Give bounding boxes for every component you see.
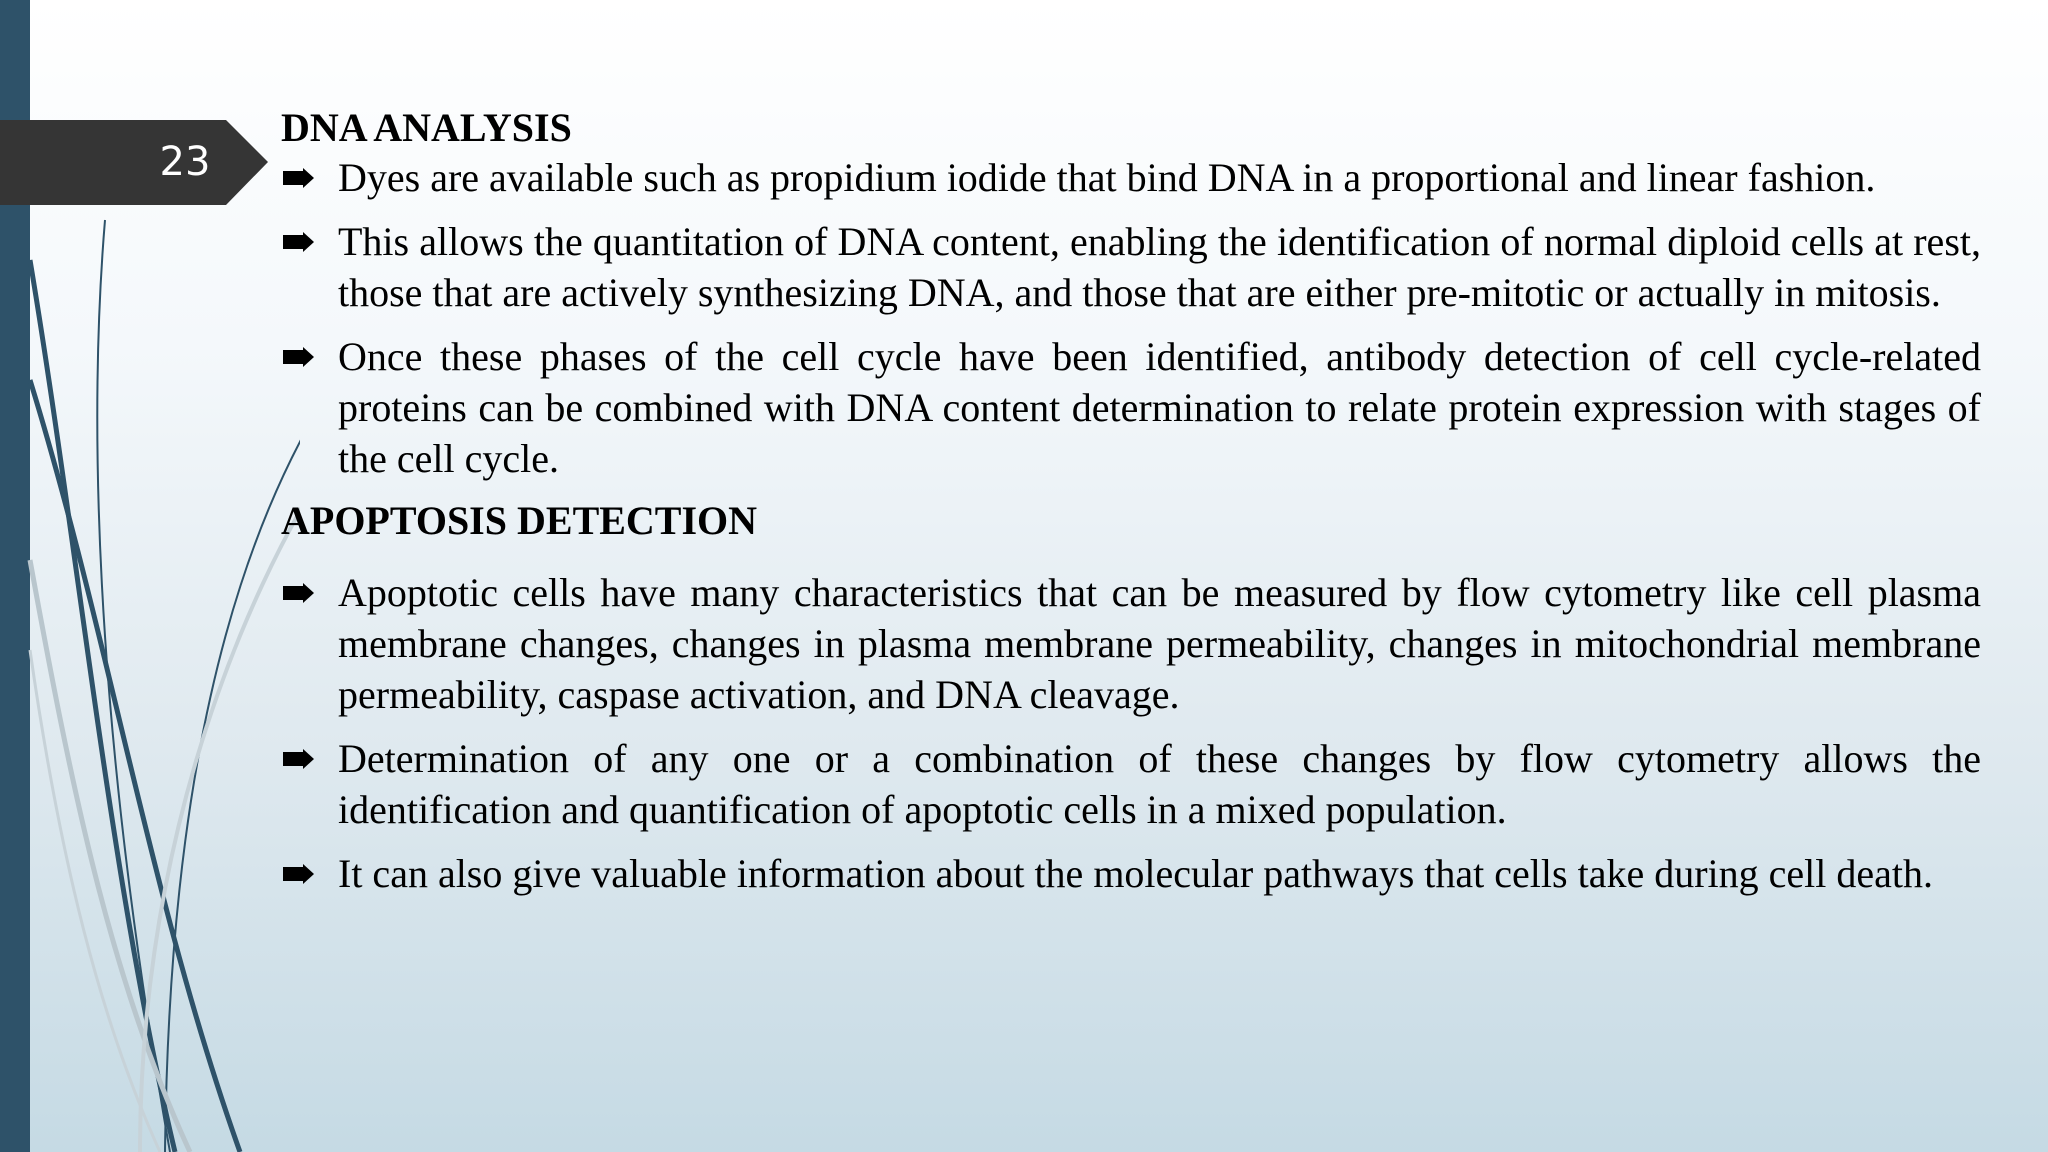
list-item [281,567,1981,720]
slide-number-tab [0,120,270,205]
section-heading-dna-analysis: DNA ANALYSIS [281,105,572,150]
apoptosis-detection-list [281,567,1981,899]
arrow-right-icon [283,749,315,769]
list-item [281,848,1981,899]
arrow-right-icon [283,347,315,367]
slide-number: 23 [159,139,211,185]
slide-content [281,104,1981,912]
bullet-text: Apoptotic cells have many characteristics that can be measured by flow cytometry like cell plasma membrane changes, changes in plasma membrane permeability, changes in mitochondrial membrane permeability, caspase activation, and DNA cleavage. [338,570,1981,717]
dna-analysis-list [281,152,1981,484]
arrow-right-icon [283,864,315,884]
list-item [281,216,1981,318]
bullet-text: This allows the quantitation of DNA content, enabling the identification of normal diploid cells at rest, those that are actively synthesizing DNA, and those that are either pre-mitotic or actually in mitosis. [338,219,1981,315]
bullet-text: It can also give valuable information about the molecular pathways that cells take during cell death. [338,851,1933,896]
list-item [281,152,1981,203]
list-item [281,733,1981,835]
list-item [281,331,1981,484]
arrow-right-icon [283,232,315,252]
arrow-right-icon [283,583,315,603]
arrow-right-icon [283,168,315,188]
bullet-text: Once these phases of the cell cycle have been identified, antibody detection of cell cycle-related proteins can be combined with DNA content determination to relate protein expression with stages of the cell cycle. [338,334,1981,481]
bullet-text: Dyes are available such as propidium iodide that bind DNA in a proportional and linear fashion. [338,155,1876,200]
bullet-text: Determination of any one or a combination of these changes by flow cytometry allows the identification and quantification of apoptotic cells in a mixed population. [338,736,1981,832]
section-heading-apoptosis-detection: APOPTOSIS DETECTION [281,498,758,543]
